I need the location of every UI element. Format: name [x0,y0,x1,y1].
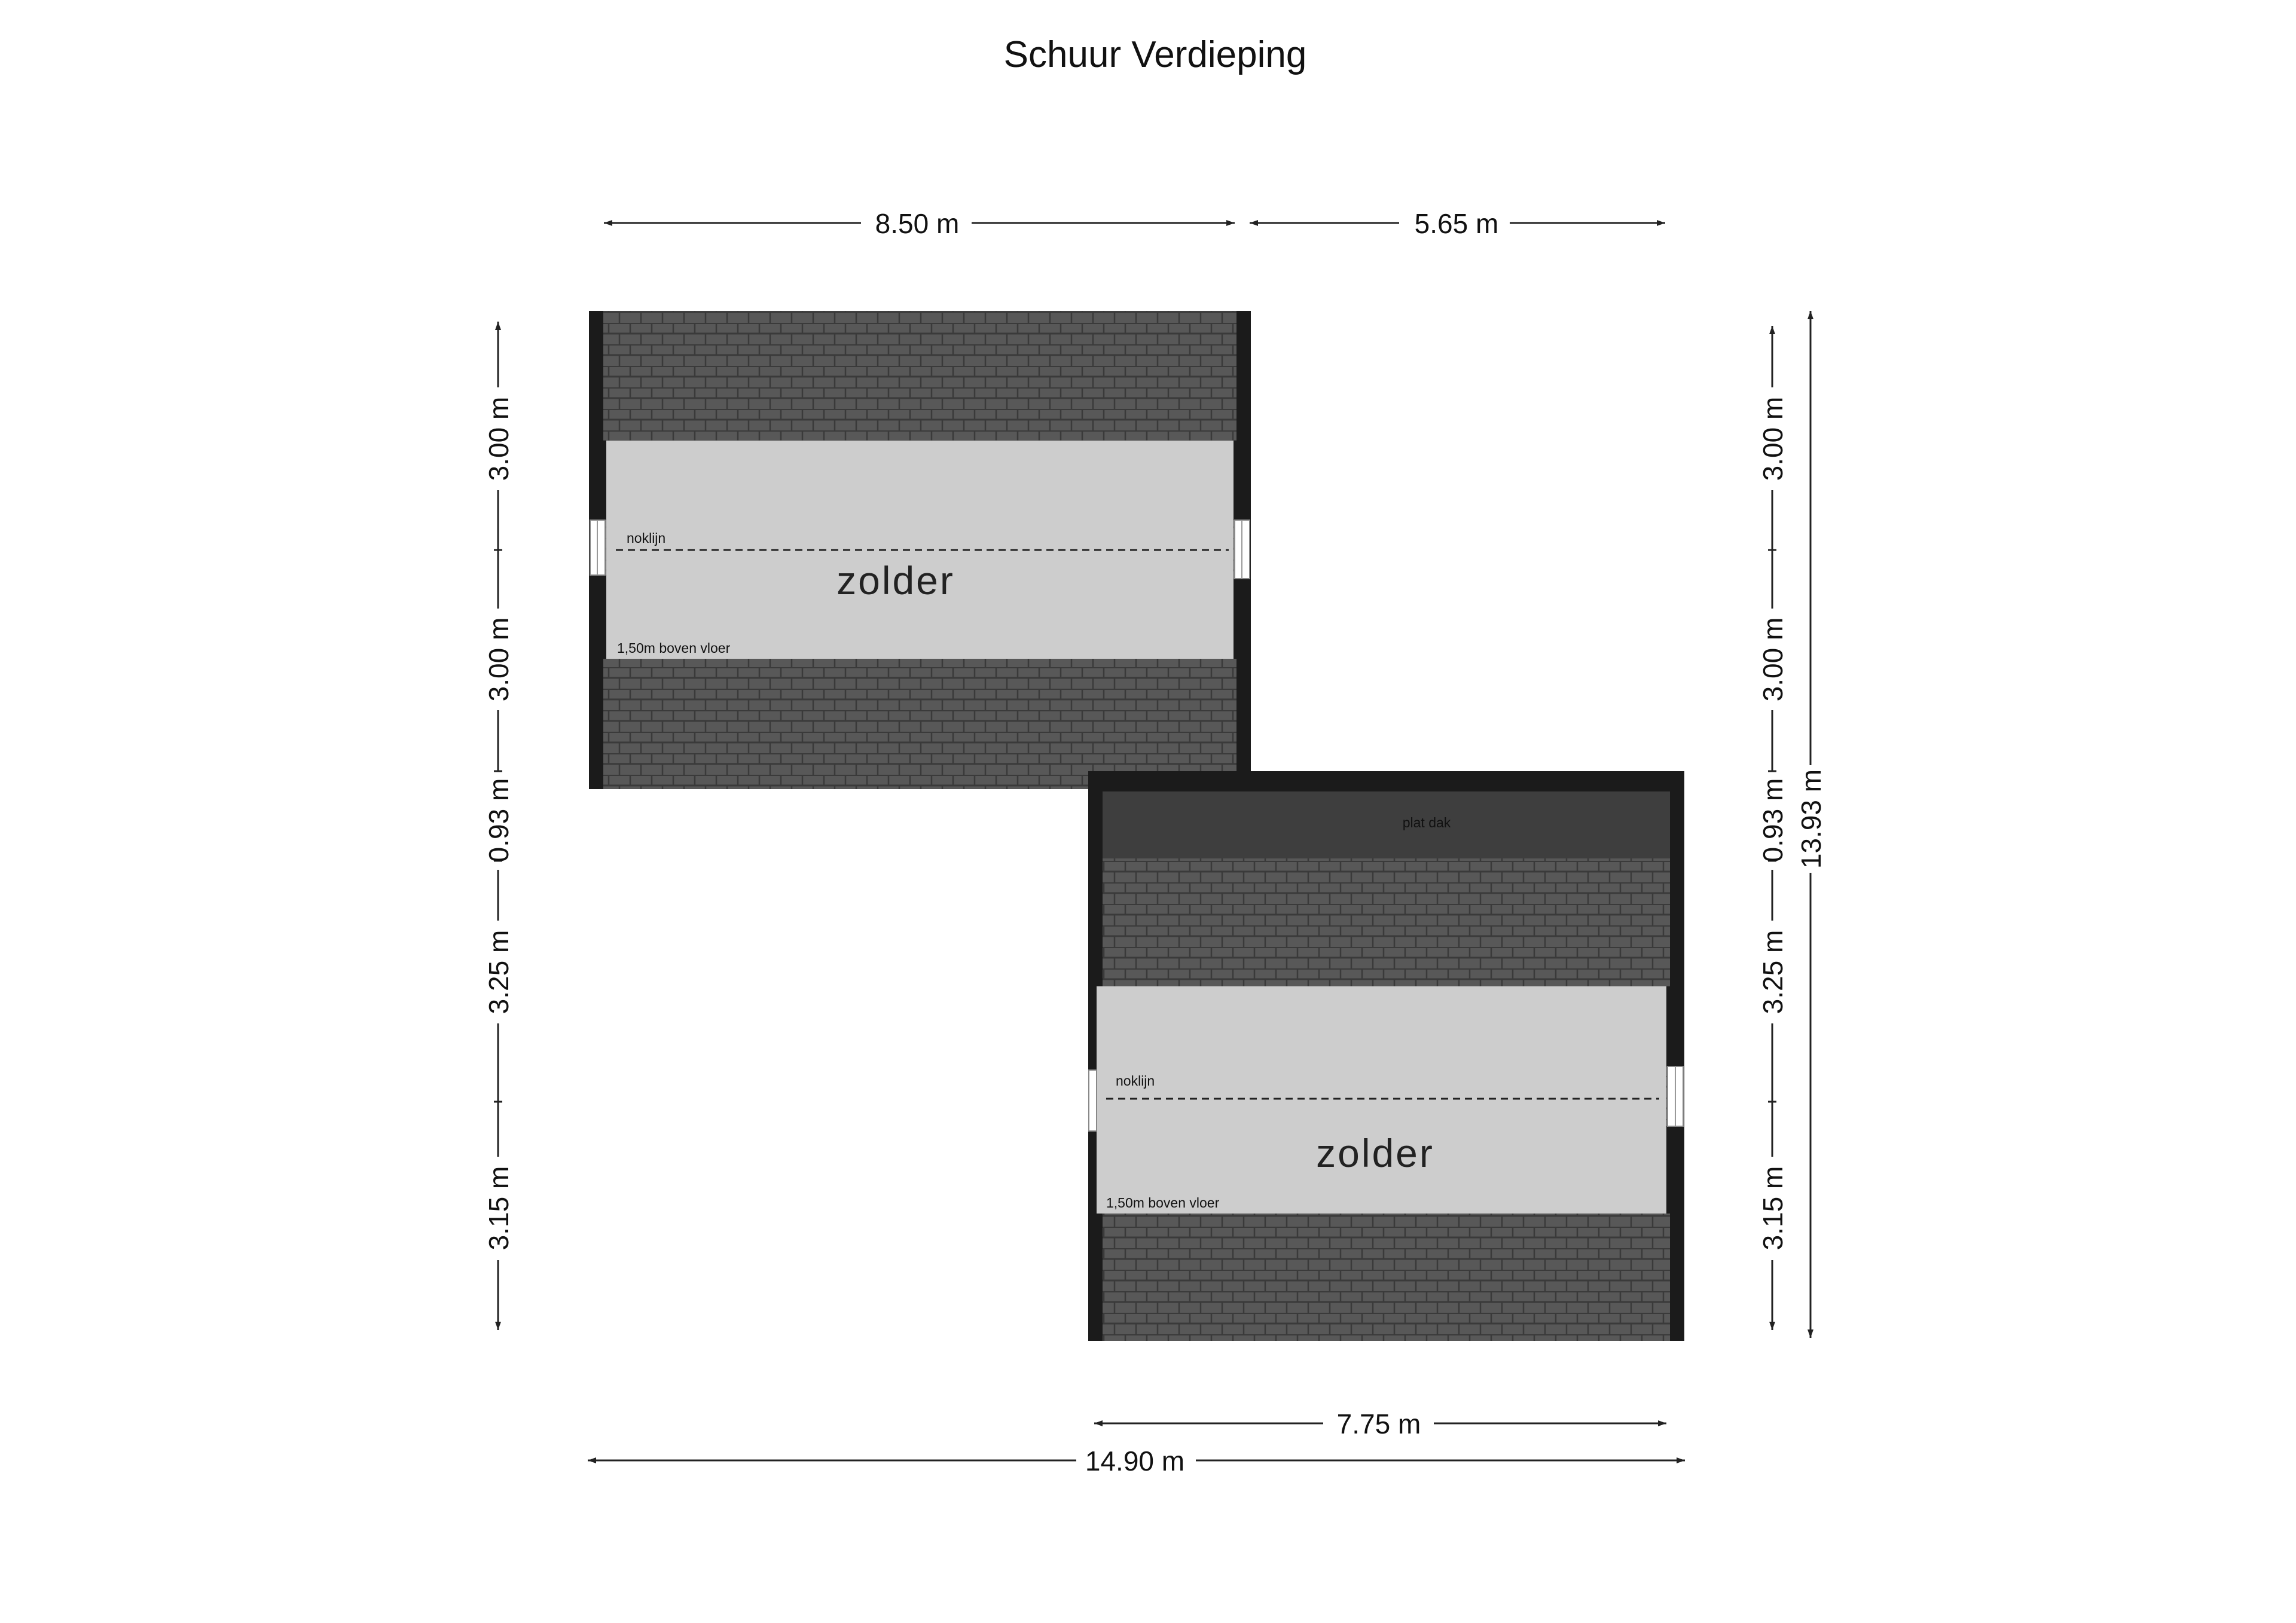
upper-building [589,311,1251,789]
dimension-bottom-total [588,1445,1685,1477]
lower-window-left [1089,1070,1097,1131]
dimension-right-chain [1757,326,1788,1330]
dimension-top-right [1250,208,1665,239]
upper-wall-right-top [1234,441,1251,520]
dim-right-2-label: 3.00 m [1757,617,1788,702]
dim-top-right-label: 5.65 m [1414,208,1499,239]
dim-bottom-inner-label: 7.75 m [1336,1408,1421,1439]
upper-wall-left-bottom [589,575,606,659]
lower-roof-frame-top [1088,771,1684,791]
dim-right-3-label: 0.93 m [1757,778,1788,863]
dim-bottom-total-label: 14.90 m [1085,1445,1185,1477]
dim-right-total-label: 13.93 m [1796,769,1827,869]
lower-wall-right-bottom [1666,1126,1684,1214]
dim-right-4-label: 3.25 m [1757,930,1788,1014]
lower-wall-left-bottom [1088,1131,1097,1214]
dim-left-3-label: 0.93 m [483,778,514,863]
dim-left-1-label: 3.00 m [483,396,514,481]
dim-right-5-label: 3.15 m [1757,1166,1788,1251]
dimension-right-total [1796,311,1827,1338]
upper-room-name: zolder [836,558,955,603]
dim-left-2-label: 3.00 m [483,617,514,702]
plan-title: Schuur Verdieping [1003,34,1307,75]
dim-left-4-label: 3.25 m [483,930,514,1014]
flat-roof-label: plat dak [1402,815,1451,830]
lower-ridge-label: noklijn [1116,1073,1155,1089]
lower-building [1088,771,1684,1341]
upper-height-label: 1,50m boven vloer [617,640,731,656]
upper-wall-right-bottom [1234,579,1251,659]
dim-top-left-label: 8.50 m [875,208,960,239]
lower-room-name: zolder [1316,1131,1434,1175]
upper-wall-left-top [589,441,606,520]
lower-height-label: 1,50m boven vloer [1106,1195,1220,1211]
dimension-bottom-inner [1094,1408,1666,1439]
flat-roof [1103,791,1670,858]
dim-left-5-label: 3.15 m [483,1166,514,1251]
upper-ridge-label: noklijn [627,530,666,546]
dim-right-1-label: 3.00 m [1757,396,1788,481]
dimension-left-chain [483,322,514,1330]
lower-wall-right-top [1666,986,1684,1066]
dimension-top-left [604,208,1235,239]
lower-floor-area [1097,986,1666,1214]
lower-wall-left-top [1088,986,1097,1070]
